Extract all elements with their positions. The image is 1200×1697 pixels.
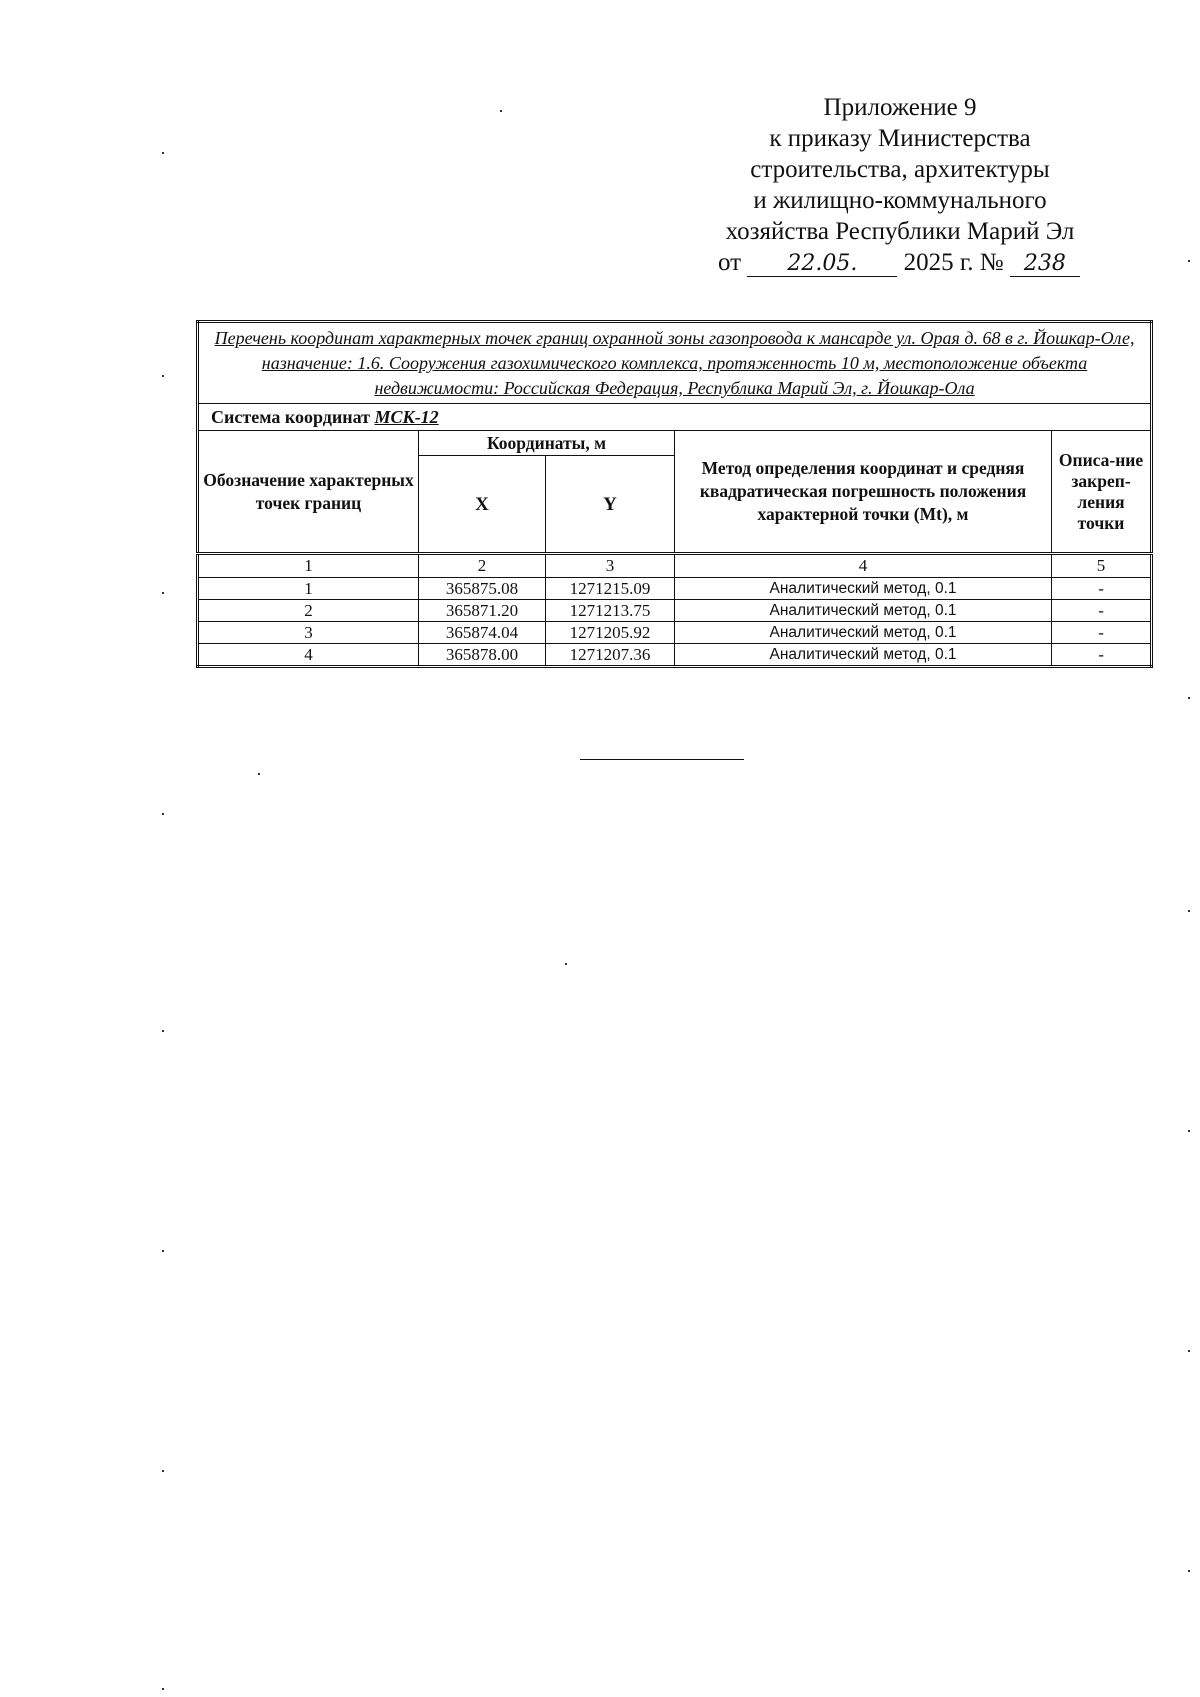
coord-x: 365871.20 [419, 600, 546, 622]
column-number: 2 [419, 554, 546, 578]
scan-speck [500, 110, 502, 112]
scan-speck [565, 963, 567, 965]
appendix-line-3: строительства, архитектуры [750, 156, 1050, 183]
coord-x: 365878.00 [419, 644, 546, 667]
header-x: X [419, 456, 546, 554]
appendix-header [660, 92, 1140, 278]
scan-speck [1188, 260, 1190, 262]
scan-speck [1188, 697, 1190, 699]
point-id: 1 [198, 578, 419, 600]
coordinate-system-row [198, 404, 1152, 431]
appendix-line-2: к приказу Министерства [769, 125, 1031, 152]
scan-speck [162, 1250, 164, 1252]
scan-speck [1188, 1350, 1190, 1352]
coordinate-system-label: Система координат [211, 406, 370, 427]
date-prefix: от [718, 249, 742, 276]
method: Аналитический метод, 0.1 [675, 578, 1052, 600]
coordinates-table [196, 320, 1153, 668]
coord-y: 1271215.09 [546, 578, 675, 600]
coord-y: 1271213.75 [546, 600, 675, 622]
appendix-line-1: Приложение 9 [823, 94, 977, 121]
order-date-line [660, 247, 1140, 278]
method: Аналитический метод, 0.1 [675, 622, 1052, 644]
handwritten-date: 22.05. [747, 252, 897, 277]
header-y: Y [546, 456, 675, 554]
point-id: 3 [198, 622, 419, 644]
method: Аналитический метод, 0.1 [675, 600, 1052, 622]
scan-speck [1188, 1570, 1190, 1572]
handwritten-order-number: 238 [1010, 252, 1080, 277]
point-description: - [1052, 578, 1152, 600]
scan-speck [1188, 910, 1190, 912]
appendix-line-5: хозяйства Республики Марий Эл [725, 218, 1075, 245]
table-row [198, 578, 1152, 600]
scan-speck [162, 152, 164, 154]
table-title: Перечень координат характерных точек границ охранной зоны газопровода к мансарде ул. Орая д. 68 в г. Йошкар-Оле, назначение: 1.6. Сооружения газохимического комплекса, протяженность 10 м, местоположение объекта недвижимости: Российская Федерация, Республика Марий Эл, г. Йошкар-Ола [198, 322, 1152, 404]
method: Аналитический метод, 0.1 [675, 644, 1052, 667]
column-number: 5 [1052, 554, 1152, 578]
coordinate-system-value: МСК-12 [374, 406, 439, 427]
scan-speck [258, 773, 260, 775]
point-id: 2 [198, 600, 419, 622]
header-coordinates: Координаты, м [419, 431, 675, 456]
scan-speck [162, 813, 164, 815]
point-id: 4 [198, 644, 419, 667]
point-description: - [1052, 622, 1152, 644]
scan-speck [162, 592, 164, 594]
appendix-line-4: и жилищно-коммунального [753, 187, 1047, 214]
table-row [198, 622, 1152, 644]
column-number: 4 [675, 554, 1052, 578]
coord-y: 1271205.92 [546, 622, 675, 644]
header-method: Метод определения координат и средняя квадратическая погрешность положения характерной точки (Mt), м [675, 431, 1052, 554]
coord-y: 1271207.36 [546, 644, 675, 667]
scan-speck [1188, 1130, 1190, 1132]
scan-speck [162, 1688, 164, 1690]
point-description: - [1052, 600, 1152, 622]
point-description: - [1052, 644, 1152, 667]
coord-x: 365875.08 [419, 578, 546, 600]
header-description: Описа-ние закреп-ления точки [1052, 431, 1152, 554]
scan-speck [162, 1470, 164, 1472]
scan-speck [162, 375, 164, 377]
column-number-row [198, 554, 1152, 578]
end-divider [580, 759, 744, 760]
year-text: 2025 г. № [903, 249, 1004, 276]
column-number: 1 [198, 554, 419, 578]
table-row [198, 644, 1152, 667]
header-point: Обозначение характерных точек границ [198, 431, 419, 554]
coord-x: 365874.04 [419, 622, 546, 644]
scan-speck [162, 1030, 164, 1032]
column-number: 3 [546, 554, 675, 578]
table-row [198, 600, 1152, 622]
